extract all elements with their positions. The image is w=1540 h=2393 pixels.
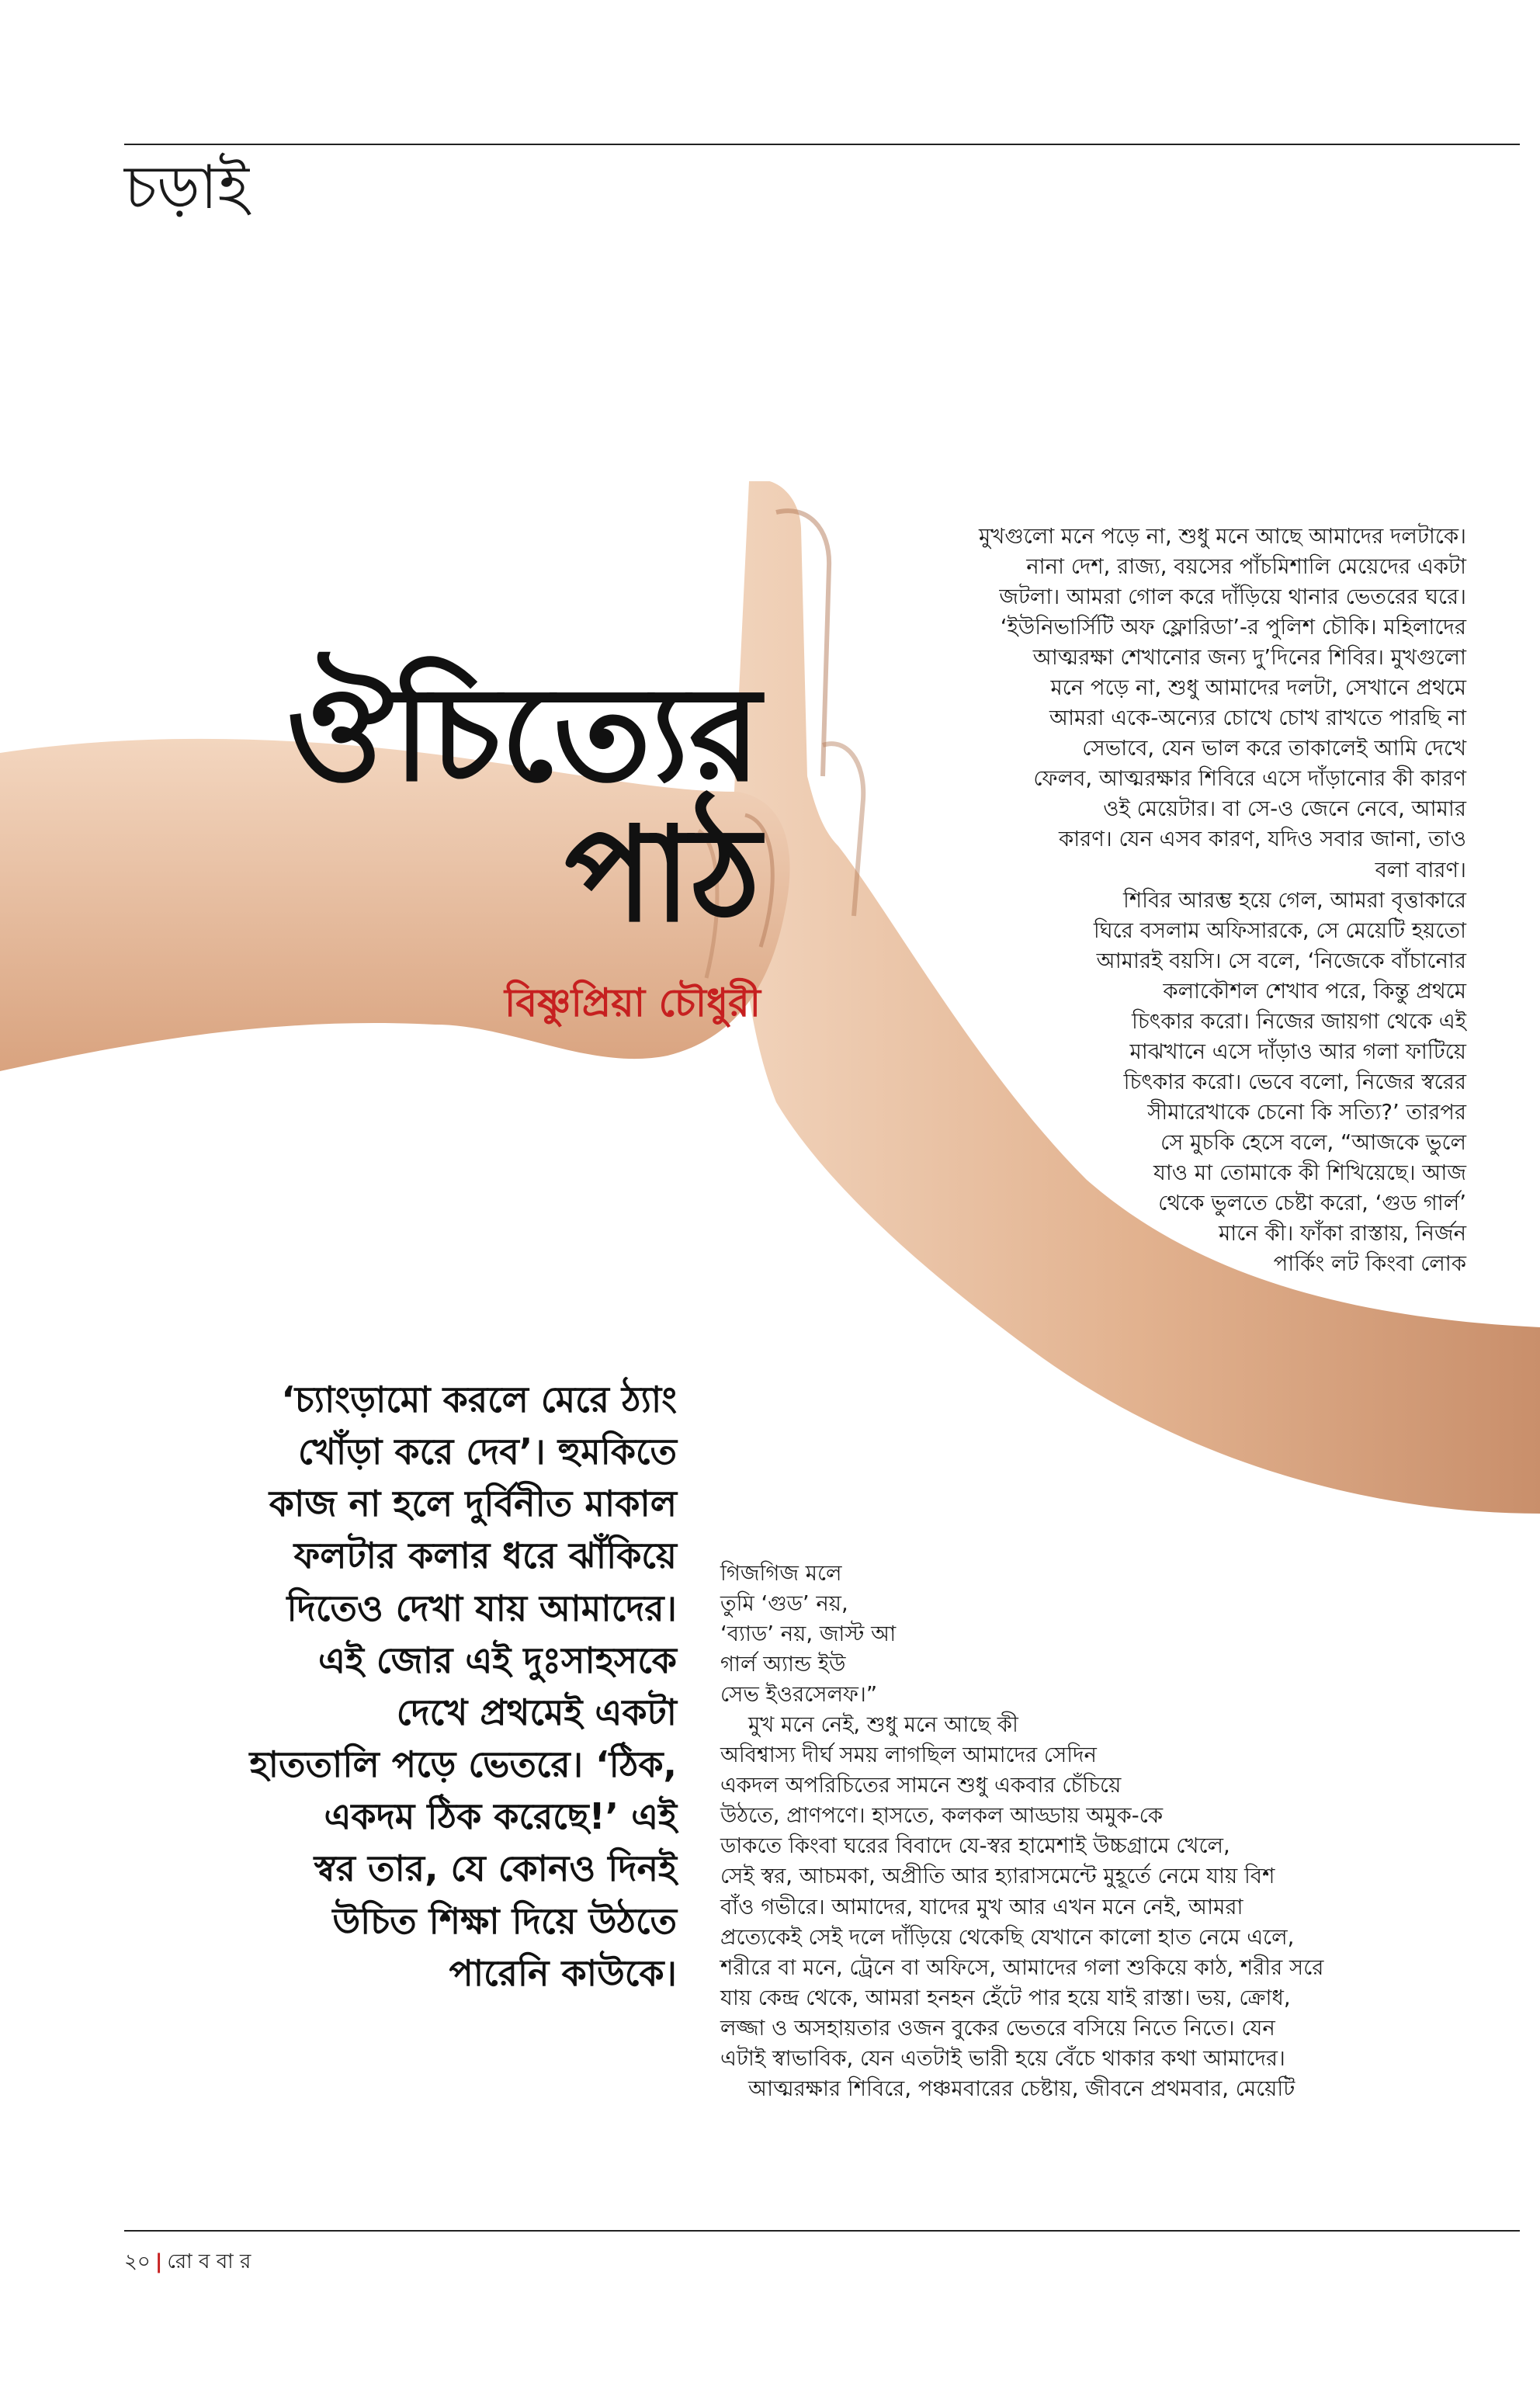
text-line: পার্কিং লট কিংবা লোক: [1273, 1251, 1466, 1277]
text-line: কলাকৌশল শেখাব পরে, কিন্তু প্রথমে: [1163, 978, 1466, 1004]
text-line: ‘ব্যাড’ নয়, জাস্ট আ: [720, 1621, 897, 1647]
pull-quote-line: কাজ না হলে দুর্বিনীত মাকাল: [269, 1483, 677, 1525]
pull-quote-line: এই জোর এই দুঃসাহসকে: [318, 1639, 677, 1681]
text-line: আমারই বয়সি। সে বলে, ‘নিজেকে বাঁচানোর: [1096, 948, 1466, 973]
pull-quote-line: একদম ঠিক করেছে!’ এই: [324, 1795, 677, 1838]
text-line: লজ্জা ও অসহায়তার ওজন বুকের ভেতরে বসিয়ে নিতে নিতে। যেন: [720, 2015, 1275, 2041]
text-line: আত্মরক্ষা শেখানোর জন্য দু’দিনের শিবির। মুখগুলো: [1032, 645, 1466, 671]
text-line: মনে পড়ে না, শুধু আমাদের দলটা, সেখানে প্রথমে: [1050, 675, 1466, 701]
magazine-name: রো ব বা র: [167, 2250, 251, 2273]
section-label: চড়াই: [124, 153, 249, 223]
text-line: ফেলব, আত্মরক্ষার শিবিরে এসে দাঁড়ানোর কী কারণ: [1033, 766, 1466, 792]
text-line: অবিশ্বাস্য দীর্ঘ সময় লাগছিল আমাদের সেদিন: [720, 1743, 1097, 1768]
text-line: থেকে ভুলতে চেষ্টা করো, ‘গুড গার্ল’: [1158, 1191, 1466, 1216]
text-line: গার্ল অ্যান্ড ইউ: [720, 1652, 846, 1677]
text-line: আত্মরক্ষার শিবিরে, পঞ্চমবারের চেষ্টায়, জীবনে প্রথমবার, মেয়েটি: [748, 2076, 1295, 2101]
article-title: [233, 657, 761, 952]
text-line: একদল অপরিচিতের সামনে শুধু একবার চেঁচিয়ে: [720, 1773, 1122, 1798]
text-line: সে মুচকি হেসে বলে, “আজকে ভুলে: [1160, 1129, 1466, 1155]
pull-quote: [250, 1374, 677, 1999]
pull-quote-line: উচিত শিক্ষা দিয়ে উঠতে: [332, 1899, 677, 1942]
text-line: প্রত্যেকেই সেই দলে দাঁড়িয়ে থেকেছি যেখানে কালো হাত নেমে এলে,: [720, 1924, 1295, 1950]
author-byline: বিষ্ণুপ্রিয়া চৌধুরী: [505, 980, 761, 1025]
text-line: তুমি ‘গুড’ নয়,: [720, 1591, 848, 1617]
pull-quote-line: দেখে প্রথমেই একটা: [396, 1691, 677, 1733]
top-rule: [124, 144, 1520, 145]
text-line: চিৎকার করো। ভেবে বলো, নিজের স্বরের: [1123, 1069, 1466, 1094]
text-line: ডাকতে কিংবা ঘরের বিবাদে যে-স্বর হামেশাই উচ্চগ্রামে খেলে,: [720, 1833, 1230, 1859]
text-line: উঠতে, প্রাণপণে। হাসতে, কলকল আড্ডায় অমুক-কে: [720, 1803, 1164, 1829]
text-line: যায় কেন্দ্র থেকে, আমরা হনহন হেঁটে পার হয়ে যাই রাস্তা। ভয়, ক্রোধ,: [720, 1985, 1291, 2010]
text-line: সীমারেখাকে চেনো কি সত্যি?’ তারপর: [1147, 1099, 1466, 1125]
text-line: মানে কী। ফাঁকা রাস্তায়, নির্জন: [1219, 1221, 1466, 1247]
text-line: মুখ মনে নেই, শুধু মনে আছে কী: [748, 1712, 1018, 1738]
pull-quote-line: খোঁড়া করে দেব’। হুমকিতে: [297, 1431, 677, 1473]
pull-quote-line: স্বর তার, যে কোনও দিনই: [314, 1847, 677, 1890]
bottom-rule: [124, 2230, 1520, 2232]
text-line: এটাই স্বাভাবিক, যেন এতটাই ভারী হয়ে বেঁচে থাকার কথা আমাদের।: [720, 2045, 1285, 2071]
text-line: চিৎকার করো। নিজের জায়গা থেকে এই: [1132, 1008, 1466, 1034]
article-column-lower: [720, 1559, 1504, 2104]
text-line: মুখগুলো মনে পড়ে না, শুধু মনে আছে আমাদের দলটাকে।: [979, 524, 1466, 549]
text-line: ঘিরে বসলাম অফিসারকে, সে মেয়েটি হয়তো: [1093, 917, 1466, 943]
pull-quote-line: পারেনি কাউকে।: [449, 1951, 677, 1994]
text-line: সেভ ইওরসেলফ।”: [720, 1682, 878, 1708]
text-line: সেভাবে, যেন ভাল করে তাকালেই আমি দেখে: [1082, 736, 1466, 761]
text-line: কারণ। যেন এসব কারণ, যদিও সবার জানা, তাও: [1058, 827, 1466, 852]
page-footer: [124, 2246, 251, 2280]
text-line: আমরা একে-অন্যের চোখে চোখ রাখতে পারছি না: [1049, 706, 1466, 731]
text-line: যাও মা তোমাকে কী শিখিয়েছে। আজ: [1153, 1160, 1466, 1185]
text-line: সেই স্বর, আচমকা, অপ্রীতি আর হ্যারাসমেন্টে মুহূর্তে নেমে যায় বিশ: [720, 1864, 1275, 1889]
text-line: শরীরে বা মনে, ট্রেনে বা অফিসে, আমাদের গলা শুকিয়ে কাঠ, শরীর সরে: [720, 1954, 1324, 1980]
pull-quote-line: হাততালি পড়ে ভেতরে। ‘ঠিক,: [249, 1743, 677, 1786]
text-line: নানা দেশ, রাজ্য, বয়সের পাঁচমিশালি মেয়েদের একটা: [1026, 554, 1466, 580]
text-line: ‘ইউনিভার্সিটি অফ ফ্লোরিডা’-র পুলিশ চৌকি। মহিলাদের: [1000, 615, 1466, 640]
pull-quote-line: ফলটার কলার ধরে ঝাঁকিয়ে: [293, 1535, 677, 1577]
title-line-1: ঔচিত্যের: [286, 657, 761, 810]
text-line: ওই মেয়েটার। বা সে-ও জেনে নেবে, আমার: [1103, 796, 1466, 822]
text-line: বাঁও গভীরে। আমাদের, যাদের মুখ আর এখন মনে নেই, আমরা: [720, 1894, 1243, 1920]
footer-separator: |: [154, 2250, 163, 2273]
text-line: শিবির আরম্ভ হয়ে গেল, আমরা বৃত্তাকারে: [1123, 887, 1466, 913]
pull-quote-line: ‘চ্যাংড়ামো করলে মেরে ঠ্যাং: [281, 1379, 677, 1420]
text-line: বলা বারণ।: [1375, 857, 1466, 883]
page-number: ২০: [124, 2250, 151, 2273]
text-line: জটলা। আমরা গোল করে দাঁড়িয়ে থানার ভেতরের ঘরে।: [999, 584, 1466, 610]
text-line: গিজগিজ মলে: [720, 1561, 842, 1586]
text-line: মাঝখানে এসে দাঁড়াও আর গলা ফাটিয়ে: [1129, 1039, 1466, 1064]
title-line-2: পাঠ: [564, 797, 761, 952]
pull-quote-line: দিতেও দেখা যায় আমাদের।: [286, 1587, 677, 1629]
article-column-upper: [979, 522, 1466, 1279]
